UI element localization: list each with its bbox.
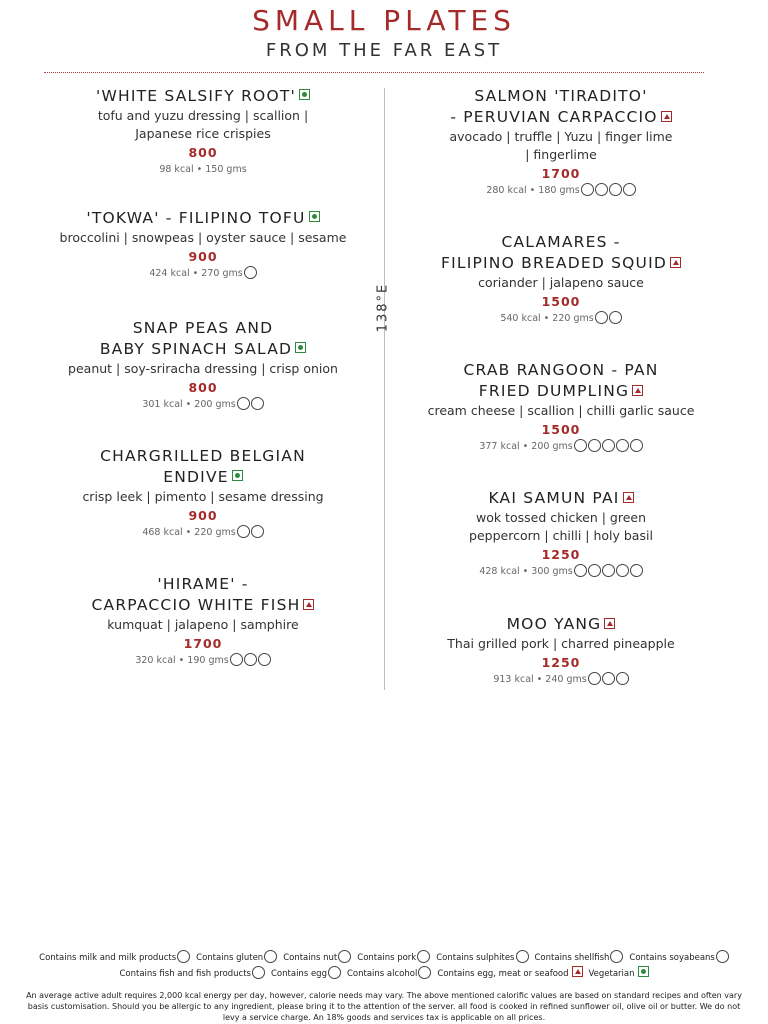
- nonveg-marker-icon: [632, 385, 643, 396]
- dish-name: [38, 574, 368, 616]
- dish-price: 1700: [541, 166, 581, 181]
- dish-description: avocado | truffle | Yuzu | finger lime: [449, 129, 673, 144]
- dish-name-line: CARPACCIO WHITE FISH: [91, 596, 301, 614]
- nut-allergen-icon: [338, 950, 351, 963]
- legend-entry: [436, 950, 528, 966]
- nut-allergen-icon: [251, 525, 264, 538]
- dish-kcal-weight: 98 kcal • 150 gms: [159, 164, 247, 175]
- dish-price: 1250: [541, 655, 581, 670]
- dish-kcal-weight: 913 kcal • 240 gms: [493, 674, 587, 685]
- dish-name-line: SALMON 'TIRADITO': [474, 87, 648, 105]
- dish-name-line: CALAMARES -: [501, 233, 621, 251]
- legend-label: Contains gluten: [196, 953, 264, 963]
- gluten-allergen-icon: [609, 311, 622, 324]
- nonveg-marker-icon: [670, 257, 681, 268]
- dish-name-line: FILIPINO BREADED SQUID: [440, 254, 667, 272]
- dish-kcal-weight: 424 kcal • 270 gms: [149, 268, 243, 279]
- egg-allergen-icon: [602, 564, 615, 577]
- dish-name-line: ENDIVE: [163, 468, 229, 486]
- nut-allergen-icon: [630, 564, 643, 577]
- dish-name-line: CRAB RANGOON - PAN: [463, 361, 659, 379]
- dish-price: 1500: [541, 294, 581, 309]
- milk-allergen-icon: [230, 653, 243, 666]
- nut-allergen-icon: [602, 672, 615, 685]
- dish-name-line: KAI SAMUN PAI: [488, 489, 620, 507]
- menu-item: [38, 208, 368, 282]
- dotted-divider: [44, 72, 704, 73]
- menu-item: [38, 318, 368, 413]
- milk-allergen-icon: [595, 311, 608, 324]
- legend-entry: [347, 966, 431, 982]
- legend-label: Vegetarian: [588, 969, 635, 979]
- dish-nutrition: [38, 266, 368, 282]
- pork-allergen-icon: [417, 950, 430, 963]
- dish-description: crisp leek | pimento | sesame dressing: [82, 489, 324, 504]
- legend-label: Contains egg: [271, 969, 327, 979]
- nut-allergen-icon: [251, 397, 264, 410]
- legend-label: Contains fish and fish products: [119, 969, 251, 979]
- fish-allergen-icon: [252, 966, 265, 979]
- dish-name-line: CHARGRILLED BELGIAN: [100, 447, 306, 465]
- legend-label: Contains pork: [357, 953, 417, 963]
- legend-row-1: [0, 950, 768, 966]
- dish-description: broccolini | snowpeas | oyster sauce | sesame: [59, 230, 347, 245]
- fish-allergen-icon: [616, 564, 629, 577]
- menu-item: [396, 488, 726, 580]
- sulphites-allergen-icon: [516, 950, 529, 963]
- nonveg-marker-icon: [572, 966, 583, 977]
- legend-entry: [119, 966, 265, 982]
- column-divider: [384, 88, 385, 690]
- veg-marker-icon: [232, 470, 243, 481]
- shellfish-allergen-icon: [610, 950, 623, 963]
- dish-nutrition: [396, 183, 726, 199]
- dish-name: [396, 86, 726, 128]
- dish-price: 800: [188, 145, 218, 160]
- dish-kcal-weight: 301 kcal • 200 gms: [142, 399, 236, 410]
- dish-description: coriander | jalapeno sauce: [478, 275, 644, 290]
- dish-kcal-weight: 320 kcal • 190 gms: [135, 655, 229, 666]
- dish-description: Japanese rice crispies: [135, 126, 271, 141]
- fish-allergen-icon: [244, 653, 257, 666]
- legend-label: Contains egg, meat or seafood: [437, 969, 569, 979]
- dish-name-line: 'WHITE SALSIFY ROOT': [96, 87, 296, 105]
- egg-allergen-icon: [328, 966, 341, 979]
- dish-name-line: SNAP PEAS AND: [132, 319, 274, 337]
- legend-label: Contains shellfish: [534, 953, 610, 963]
- menu-item: [396, 86, 726, 199]
- dish-name: [396, 614, 726, 635]
- dish-name: [38, 86, 368, 107]
- veg-marker-icon: [638, 966, 649, 977]
- dish-kcal-weight: 377 kcal • 200 gms: [479, 441, 573, 452]
- dish-description: cream cheese | scallion | chilli garlic sauce: [427, 403, 695, 418]
- nonveg-marker-icon: [623, 492, 634, 503]
- legend-entry: [283, 950, 351, 966]
- dish-name-line: 'HIRAME' -: [157, 575, 249, 593]
- fish-allergen-icon: [616, 439, 629, 452]
- gluten-allergen-icon: [237, 397, 250, 410]
- soyabeans-allergen-icon: [716, 950, 729, 963]
- egg-allergen-icon: [602, 439, 615, 452]
- milk-allergen-icon: [574, 564, 587, 577]
- dish-description: | fingerlime: [525, 147, 597, 162]
- dish-name-line: - PERUVIAN CARPACCIO: [450, 108, 658, 126]
- dish-price: 800: [188, 380, 218, 395]
- legend-label: Contains soyabeans: [629, 953, 715, 963]
- menu-item: [396, 360, 726, 455]
- allergen-legend: [0, 950, 768, 982]
- page-subtitle: FROM THE FAR EAST: [265, 40, 503, 61]
- menu-item: [396, 614, 726, 688]
- dish-description: tofu and yuzu dressing | scallion |: [97, 108, 309, 123]
- menu-item: [396, 232, 726, 327]
- dish-nutrition: [38, 525, 368, 541]
- dish-nutrition: [396, 311, 726, 327]
- dish-name-line: FRIED DUMPLING: [478, 382, 630, 400]
- dish-price: 900: [188, 249, 218, 264]
- pork-allergen-icon: [616, 672, 629, 685]
- milk-allergen-icon: [588, 672, 601, 685]
- fish-allergen-icon: [623, 183, 636, 196]
- legend-entry: [629, 950, 728, 966]
- dish-nutrition: [396, 564, 726, 580]
- dish-description: kumquat | jalapeno | samphire: [107, 617, 299, 632]
- dish-nutrition: [396, 439, 726, 455]
- dish-name-line: 'TOKWA' - FILIPINO TOFU: [86, 209, 306, 227]
- veg-marker-icon: [309, 211, 320, 222]
- legend-entry: [357, 950, 430, 966]
- milk-allergen-icon: [581, 183, 594, 196]
- legend-label: Contains sulphites: [436, 953, 515, 963]
- legend-entry: [196, 950, 277, 966]
- footnote: An average active adult requires 2,000 kcal energy per day, however, calorie needs may vary. The above mentioned calorific values are based on standard recipes and often vary basis customisation. Should you be allergic to any ingredient, please bring it to the attention of the server. all food is cooked in refined sunflower oil, olive oil or butter. We do not levy a service charge. An 18% goods and services tax is applicable on all prices.: [26, 991, 742, 1022]
- dish-name: [396, 488, 726, 509]
- dish-name: [38, 318, 368, 360]
- egg-allergen-icon: [609, 183, 622, 196]
- dish-kcal-weight: 540 kcal • 220 gms: [500, 313, 594, 324]
- milk-allergen-icon: [574, 439, 587, 452]
- dish-price: 1500: [541, 422, 581, 437]
- dish-kcal-weight: 468 kcal • 220 gms: [142, 527, 236, 538]
- legend-entry: [535, 950, 624, 966]
- nut-allergen-icon: [258, 653, 271, 666]
- menu-item: [38, 446, 368, 541]
- legend-entry: [271, 966, 341, 982]
- gluten-allergen-icon: [588, 564, 601, 577]
- dish-nutrition: [396, 672, 726, 688]
- dish-name: [38, 446, 368, 488]
- dish-price: 900: [188, 508, 218, 523]
- legend-row-2: [0, 966, 768, 982]
- legend-entry: [39, 950, 190, 966]
- fish-allergen-icon: [244, 266, 257, 279]
- gluten-allergen-icon: [237, 525, 250, 538]
- page-title: SMALL PLATES: [252, 4, 516, 37]
- legend-entry: [589, 966, 649, 982]
- dish-description: peanut | soy-sriracha dressing | crisp onion: [68, 361, 338, 376]
- dish-name: [396, 360, 726, 402]
- dish-nutrition: [38, 397, 368, 413]
- nonveg-marker-icon: [604, 618, 615, 629]
- dish-name-line: BABY SPINACH SALAD: [99, 340, 293, 358]
- veg-marker-icon: [299, 89, 310, 100]
- dish-price: 1250: [541, 547, 581, 562]
- nonveg-marker-icon: [661, 111, 672, 122]
- gluten-allergen-icon: [264, 950, 277, 963]
- milk-allergen-icon: [177, 950, 190, 963]
- dish-nutrition: [38, 162, 368, 178]
- gluten-allergen-icon: [588, 439, 601, 452]
- alcohol-allergen-icon: [418, 966, 431, 979]
- dish-description: Thai grilled pork | charred pineapple: [447, 636, 675, 651]
- coordinate-label: 138°E: [375, 282, 391, 333]
- menu-item: [38, 574, 368, 669]
- legend-label: Contains nut: [283, 953, 338, 963]
- dish-name: [396, 232, 726, 274]
- legend-label: Contains alcohol: [346, 969, 418, 979]
- gluten-allergen-icon: [595, 183, 608, 196]
- nonveg-marker-icon: [303, 599, 314, 610]
- veg-marker-icon: [295, 342, 306, 353]
- dish-name: [38, 208, 368, 229]
- dish-description: wok tossed chicken | green: [475, 510, 647, 525]
- dish-kcal-weight: 428 kcal • 300 gms: [479, 566, 573, 577]
- dish-nutrition: [38, 653, 368, 669]
- dish-kcal-weight: 280 kcal • 180 gms: [486, 185, 580, 196]
- dish-description: peppercorn | chilli | holy basil: [469, 528, 653, 543]
- dish-price: 1700: [183, 636, 223, 651]
- dish-name-line: MOO YANG: [506, 615, 602, 633]
- menu-item: [38, 86, 368, 178]
- legend-entry: [437, 966, 582, 982]
- nut-allergen-icon: [630, 439, 643, 452]
- legend-label: Contains milk and milk products: [39, 953, 177, 963]
